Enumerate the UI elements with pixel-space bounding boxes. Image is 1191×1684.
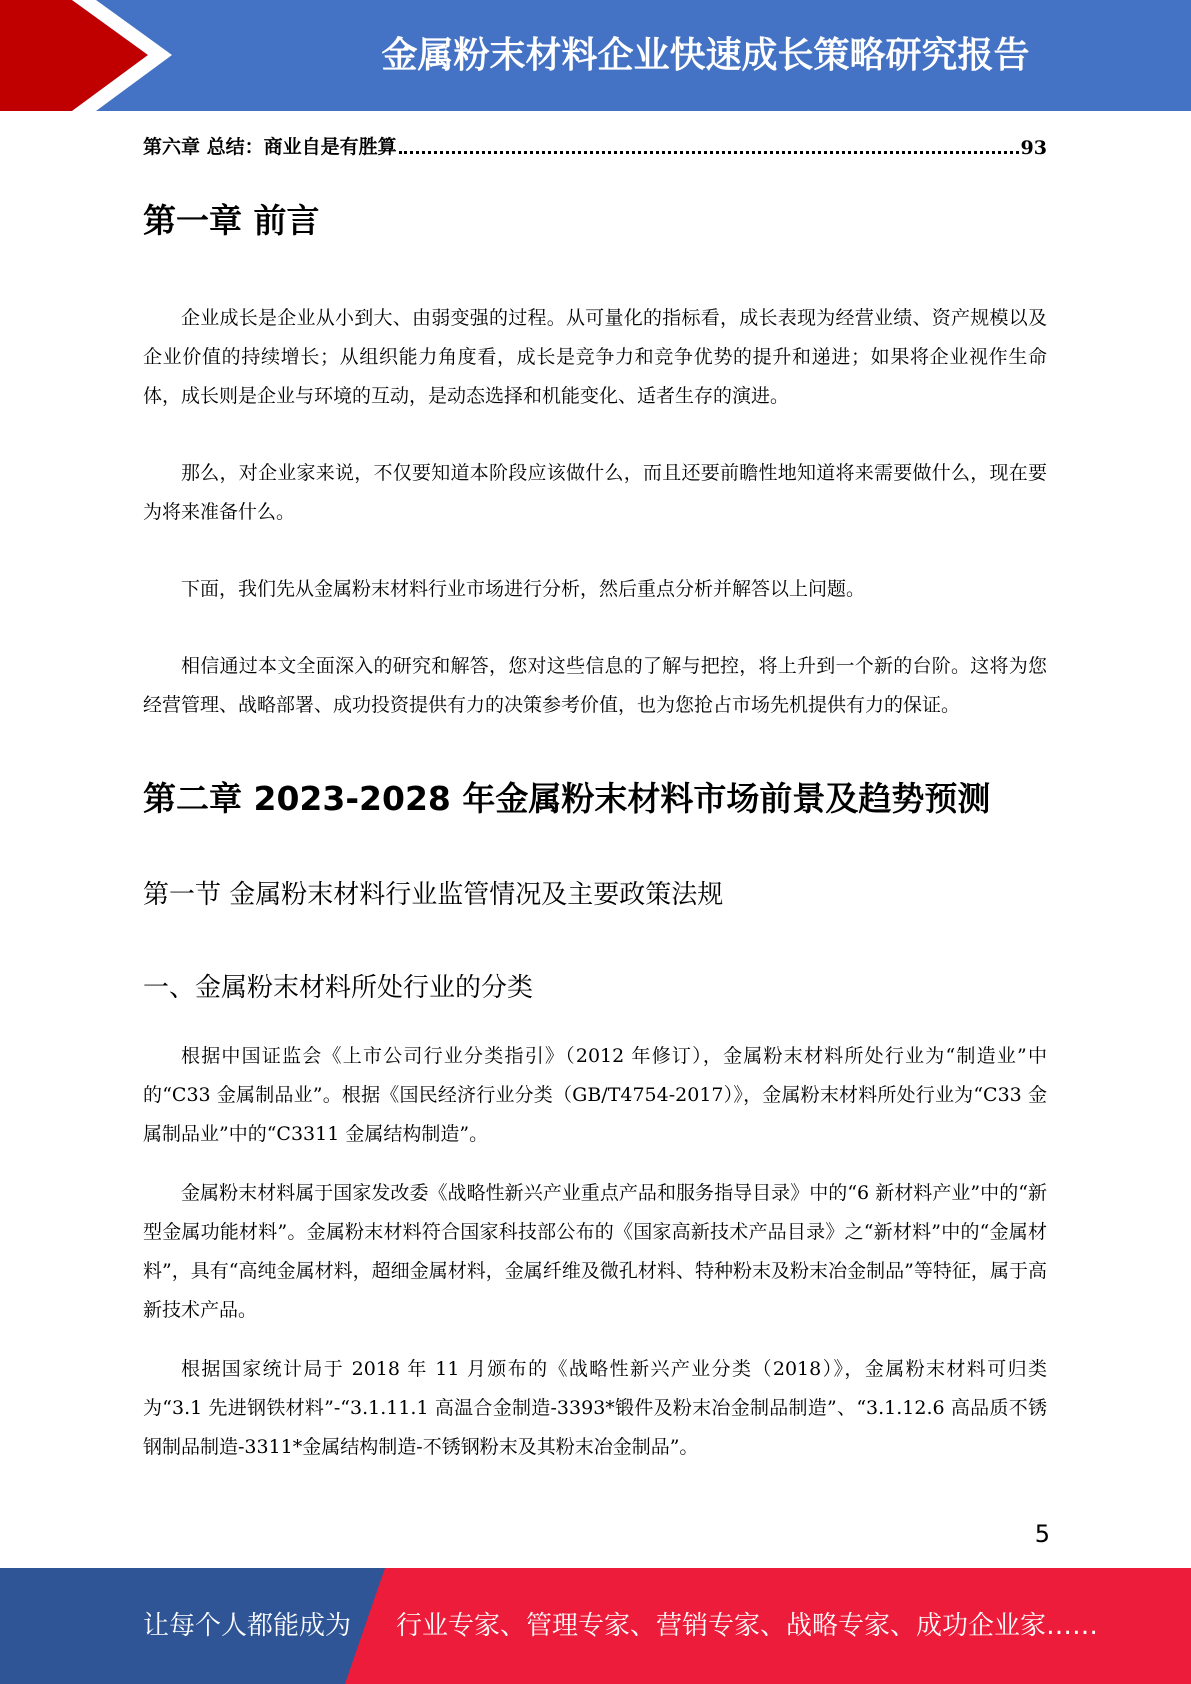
chapter-1-paragraph: 那么，对企业家来说，不仅要知道本阶段应该做什么，而且还要前瞻性地知道将来需要做什么，现在要为将来准备什么。 [143,461,1047,523]
chapter-1-heading: 第一章 前言 [143,201,320,240]
toc-entry-title: 第六章 总结：商业自是有胜算 [143,136,397,158]
section-heading: 第一节 金属粉末材料行业监管情况及主要政策法规 [143,880,724,911]
chapter-1-paragraph: 相信通过本文全面深入的研究和解答，您对这些信息的了解与把控，将上升到一个新的台阶。这将为您经营管理、战略部署、成功投资提供有力的决策参考价值，也为您抢占市场先机提供有力的保证。 [143,654,1047,716]
chapter-2-heading: 第二章 2023-2028 年金属粉末材料市场前景及趋势预测 [143,778,991,818]
page-footer [0,1568,1191,1684]
header-title: 金属粉末材料企业快速成长策略研究报告 [381,35,1030,76]
toc-leader-dots [399,151,1019,154]
chapter-2-paragraph: 金属粉末材料属于国家发改委《战略性新兴产业重点产品和服务指导目录》中的“6 新材料产业”中的“新型金属功能材料”。金属粉末材料符合国家科技部公布的《国家高新技术产品目录》之“新材料”中的“金属材料”，具有“高纯金属材料，超细金属材料，金属纤维及微孔材料、特种粉末及粉末冶金制品”等特征，属于高新技术产品。 [143,1181,1047,1321]
toc-entry[interactable] [143,132,1047,159]
page-number: 5 [1034,1520,1050,1548]
page-header [0,0,1191,111]
document-body [143,118,1047,1467]
chapter-1-paragraph: 下面，我们先从金属粉末材料行业市场进行分析，然后重点分析并解答以上问题。 [181,577,866,600]
footer-slogan-left: 让每个人都能成为 [143,1611,352,1641]
toc-entry-page: 93 [1020,137,1047,159]
chapter-2-paragraph: 根据中国证监会《上市公司行业分类指引》（2012 年修订），金属粉末材料所处行业为“制造业”中的“C33 金属制品业”。根据《国民经济行业分类（GB/T4754-2017）》，金属粉末材料所处行业为“C33 金属制品业”中的“C3311 金属结构制造”。 [143,1044,1047,1145]
chapter-2-paragraph: 根据国家统计局于 2018 年 11 月颁布的《战略性新兴产业分类（2018）》，金属粉末材料可归类为“3.1 先进钢铁材料”-“3.1.11.1 高温合金制造-3393*锻件及粉末冶金制品制造”、“3.1.12.6 高品质不锈钢制品制造-3311*金属结构制造-不锈钢粉末及其粉末冶金制品”。 [143,1357,1047,1458]
footer-slogan-right: 行业专家、管理专家、营销专家、战略专家、成功企业家…… [396,1611,1099,1641]
chapter-1-paragraph: 企业成长是企业从小到大、由弱变强的过程。从可量化的指标看，成长表现为经营业绩、资产规模以及企业价值的持续增长；从组织能力角度看，成长是竞争力和竞争优势的提升和递进；如果将企业视作生命体，成长则是企业与环境的互动，是动态选择和机能变化、适者生存的演进。 [143,306,1047,407]
subsection-heading: 一、金属粉末材料所处行业的分类 [143,973,534,1004]
